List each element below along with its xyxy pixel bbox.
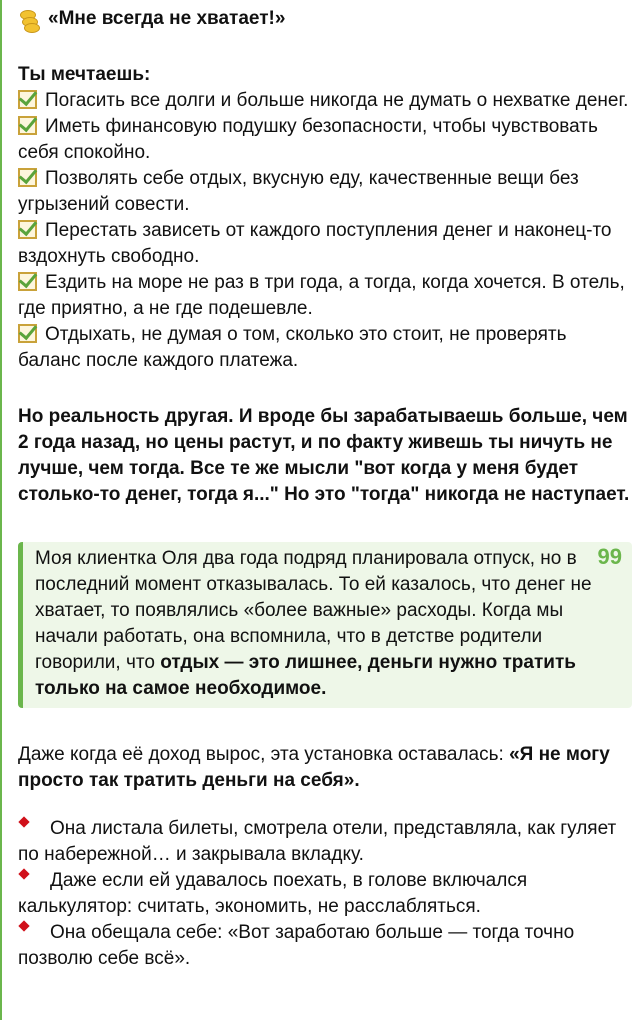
quote-block	[18, 542, 632, 708]
quote-text: Моя клиентка Оля два года подряд планировала отпуск, но в последний момент отказывалась. То ей казалось, что денег не хватает, то появлялись «более важные» расходы. Когда мы начали работать, она вспомнила, что в детстве родители говорили, что	[35, 548, 592, 673]
dreams-heading: Ты мечтаешь:	[18, 64, 151, 85]
post-title-text: «Мне всегда не хватает!»	[48, 8, 286, 29]
bullet-list	[18, 816, 632, 972]
check-mark-icon	[18, 116, 37, 135]
post-body	[18, 6, 632, 972]
coins-icon	[18, 8, 40, 30]
check-mark-icon	[18, 90, 37, 109]
red-diamond-icon	[18, 868, 29, 879]
quote-mark-icon: 99	[597, 544, 622, 569]
bullet-item: Она обещала себе: «Вот заработаю больше — тогда точно позволю себе всё».	[18, 922, 575, 969]
dream-item: Погасить все долги и больше никогда не думать о нехватке денег.	[18, 88, 632, 114]
red-diamond-icon	[18, 816, 29, 827]
dream-item: Отдыхать, не думая о том, сколько это стоит, не проверять баланс после каждого платежа.	[18, 324, 567, 371]
dreams-list	[18, 88, 632, 374]
bullet-item: Даже если ей удавалось поехать, в голове включался калькулятор: считать, экономить, не расслабляться.	[18, 870, 528, 917]
check-mark-icon	[18, 324, 37, 343]
dream-item: Перестать зависеть от каждого поступления денег и наконец-то вздохнуть свободно.	[18, 220, 612, 267]
check-mark-icon	[18, 272, 37, 291]
belief-text: Даже когда её доход вырос, эта установка оставалась:	[18, 744, 510, 765]
dream-item: Иметь финансовую подушку безопасности, чтобы чувствовать себя спокойно.	[18, 116, 598, 163]
check-mark-icon	[18, 168, 37, 187]
dream-item: Позволять себе отдых, вкусную еду, качественные вещи без угрызений совести.	[18, 168, 579, 215]
belief-paragraph	[18, 742, 632, 794]
check-mark-icon	[18, 220, 37, 239]
bullet-item: Она листала билеты, смотрела отели, представляла, как гуляет по набережной… и закрывала вкладку.	[18, 818, 617, 865]
post-title	[18, 6, 632, 32]
red-diamond-icon	[18, 920, 29, 931]
dream-item: Ездить на море не раз в три года, а тогда, когда хочется. В отель, где приятно, а не где подешевле.	[18, 272, 625, 319]
quote-emphasis: отдых — это лишнее, деньги нужно тратить только на самое необходимое.	[35, 652, 576, 699]
left-accent-line	[0, 0, 2, 1020]
reality-paragraph: Но реальность другая. И вроде бы зарабатываешь больше, чем 2 года назад, но цены растут, и по факту живешь ты ничуть не лучше, чем тогда. Все те же мысли "вот когда у меня будет столько-то денег, тогда я..." Но это "тогда" никогда не наступает.	[18, 406, 630, 505]
belief-emphasis: «Я не могу просто так тратить деньги на себя».	[18, 744, 610, 791]
